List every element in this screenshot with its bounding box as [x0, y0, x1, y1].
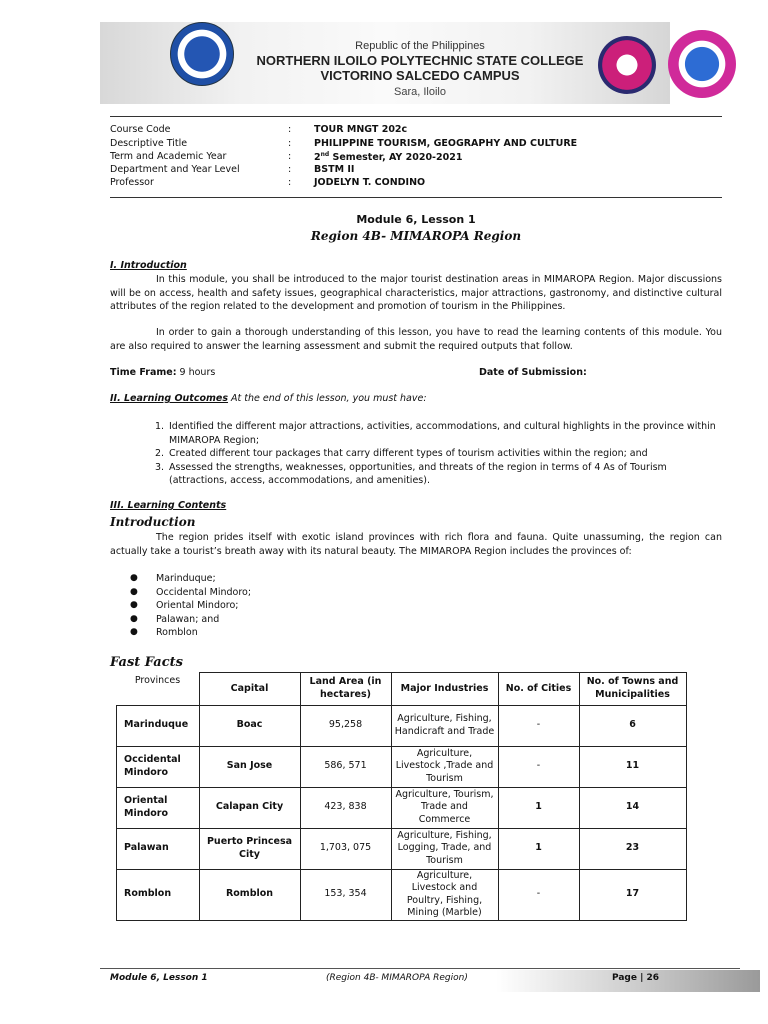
header-campus: VICTORINO SALCEDO CAMPUS	[320, 68, 520, 83]
footer-page-number: Page | 26	[612, 973, 660, 983]
department-value: BSTM II	[314, 164, 355, 175]
cities-cell: 1	[498, 787, 579, 828]
table-row	[117, 705, 687, 746]
footer-module: Module 6, Lesson 1	[110, 973, 208, 983]
area-cell: 95,258	[300, 705, 391, 746]
cities-cell: -	[498, 869, 579, 920]
course-code-value: TOUR MNGT 202c	[314, 124, 408, 135]
descriptive-title-label: Descriptive Title	[110, 138, 188, 149]
date-of-submission-label: Date of Submission:	[479, 367, 587, 378]
time-frame	[110, 367, 215, 378]
colon: :	[288, 124, 292, 135]
bullet: ●	[130, 573, 138, 583]
province-cell: Romblon	[117, 869, 200, 920]
hospitality-society-logo	[598, 36, 656, 94]
tourism-society-logo	[668, 30, 736, 98]
capital-cell: Calapan City	[199, 787, 300, 828]
towns-cell: 17	[579, 869, 686, 920]
table-row	[117, 828, 687, 869]
intro-p2-text: In order to gain a thorough understanding of this lesson, you have to read the learning contents of this module. You are also required to answer the learning assessment and submit the required outputs that follow.	[110, 327, 722, 352]
professor-value: JODELYN T. CONDINO	[314, 177, 426, 188]
province-name: Palawan; and	[156, 613, 220, 625]
descriptive-title-value: PHILIPPINE TOURISM, GEOGRAPHY AND CULTURE	[314, 138, 578, 149]
province-cell: Oriental Mindoro	[117, 787, 200, 828]
contents-paragraph	[110, 531, 722, 558]
footer-region: (Region 4B- MIMAROPA Region)	[326, 973, 468, 983]
area-cell: 586, 571	[300, 746, 391, 787]
header-college: NORTHERN ILOILO POLYTECHNIC STATE COLLEGE	[256, 53, 584, 68]
outcome-item	[155, 447, 725, 461]
outcome-item	[155, 461, 725, 488]
header-republic: Republic of the Philippines	[355, 40, 485, 52]
outcome-text: Created different tour packages that carry different types of tourism activities within the region; and	[169, 448, 648, 459]
college-seal-logo	[170, 22, 234, 86]
industries-cell: Agriculture, Fishing, Handicraft and Trade	[391, 705, 498, 746]
header-cities: No. of Cities	[498, 673, 579, 706]
cities-cell: -	[498, 746, 579, 787]
intro-p1-text: In this module, you shall be introduced to the major tourist destination areas in MIMAROPA Region. Major discussions will be on access, health and safety issues, geographical characteristics, major attractions, gastronomy, and distinctive cultural attributes of the region related to the development and promotion of tourism in the Philippines.	[110, 274, 722, 312]
province-name: Marinduque;	[156, 573, 216, 584]
province-list	[130, 572, 251, 640]
outcome-text: Assessed the strengths, weaknesses, opportunities, and threats of the region in terms of 4 As of Tourism (attractions, access, accommodations, and amenities).	[169, 461, 667, 486]
outcomes-heading: II. Learning Outcomes	[110, 393, 229, 404]
colon: :	[288, 151, 292, 162]
department-label: Department and Year Level	[110, 164, 240, 175]
term-text: Semester, AY 2020-2021	[329, 152, 463, 164]
cities-cell: -	[498, 705, 579, 746]
towns-cell: 14	[579, 787, 686, 828]
outcome-number: 1.	[155, 421, 165, 432]
header-towns: No. of Towns and Municipalities	[579, 673, 686, 706]
intro-heading: I. Introduction	[110, 260, 187, 271]
capital-cell: Boac	[199, 705, 300, 746]
area-cell: 153, 354	[300, 869, 391, 920]
province-cell: Palawan	[117, 828, 200, 869]
list-item	[130, 626, 251, 640]
list-item	[130, 613, 251, 627]
capital-cell: Romblon	[199, 869, 300, 920]
capital-cell: Puerto Princesa City	[199, 828, 300, 869]
outcome-number: 2.	[155, 448, 165, 459]
industries-cell: Agriculture, Tourism, Trade and Commerce	[391, 787, 498, 828]
contents-p1-text: The region prides itself with exotic island provinces with rich flora and fauna. Quite unassuming, the region can actually take a tourist’s breath away with its natural beauty. The MIMAROPA Region includes the provinces of:	[110, 532, 722, 557]
contents-intro-title: Introduction	[110, 515, 196, 529]
outcomes-lead: At the end of this lesson, you must have:	[228, 393, 427, 404]
fast-facts-table	[116, 672, 687, 921]
outcome-text: Identified the different major attractions, activities, accommodations, and cultural highlights in the province within MIMAROPA Region;	[169, 421, 716, 446]
term-ordinal: nd	[320, 151, 330, 158]
cities-cell: 1	[498, 828, 579, 869]
table-row	[117, 869, 687, 920]
intro-paragraph-2	[110, 326, 722, 353]
divider-top	[110, 116, 722, 117]
table-row	[117, 787, 687, 828]
colon: :	[288, 164, 292, 175]
header-industries: Major Industries	[391, 673, 498, 706]
term-label: Term and Academic Year	[110, 151, 227, 162]
fast-facts-title: Fast Facts	[110, 655, 183, 670]
table-header-row	[117, 673, 687, 706]
outcome-item	[155, 420, 725, 447]
outcome-number: 3.	[155, 461, 165, 473]
towns-cell: 23	[579, 828, 686, 869]
time-frame-label: Time Frame:	[110, 367, 177, 378]
towns-cell: 6	[579, 705, 686, 746]
intro-paragraph-1	[110, 273, 722, 314]
professor-label: Professor	[110, 177, 154, 188]
outcomes-list	[155, 420, 725, 488]
bullet: ●	[130, 600, 138, 610]
header-land-area: Land Area (in hectares)	[300, 673, 391, 706]
outcomes-line	[110, 393, 427, 404]
colon: :	[288, 138, 292, 149]
province-name: Occidental Mindoro;	[156, 586, 252, 598]
term-value	[314, 151, 462, 163]
contents-heading: III. Learning Contents	[110, 500, 227, 511]
bullet: ●	[130, 613, 138, 624]
table-row	[117, 746, 687, 787]
province-name: Romblon	[156, 627, 198, 638]
list-item	[130, 586, 251, 600]
list-item	[130, 572, 251, 586]
province-name: Oriental Mindoro;	[156, 600, 239, 611]
divider-bottom	[110, 197, 722, 198]
industries-cell: Agriculture, Fishing, Logging, Trade, and Tourism	[391, 828, 498, 869]
bullet: ●	[130, 627, 138, 637]
area-cell: 1,703, 075	[300, 828, 391, 869]
bullet: ●	[130, 586, 138, 597]
term-number: 2	[314, 152, 321, 164]
colon: :	[288, 177, 292, 188]
list-item	[130, 599, 251, 613]
header-provinces: Provinces	[134, 674, 181, 686]
header-capital: Capital	[199, 673, 300, 706]
course-code-label: Course Code	[110, 124, 171, 135]
header-location: Sara, Iloilo	[394, 86, 446, 98]
industries-cell: Agriculture, Livestock ,Trade and Tourism	[391, 746, 498, 787]
area-cell: 423, 838	[300, 787, 391, 828]
time-frame-value: 9 hours	[176, 367, 216, 378]
capital-cell: San Jose	[199, 746, 300, 787]
province-cell: Marinduque	[117, 705, 200, 746]
module-title: Module 6, Lesson 1	[356, 213, 476, 226]
industries-cell: Agriculture, Livestock and Poultry, Fishing, Mining (Marble)	[391, 869, 498, 920]
module-subtitle: Region 4B- MIMAROPA Region	[310, 229, 522, 243]
towns-cell: 11	[579, 746, 686, 787]
footer-divider	[100, 968, 740, 969]
province-cell: Occidental Mindoro	[117, 746, 200, 787]
